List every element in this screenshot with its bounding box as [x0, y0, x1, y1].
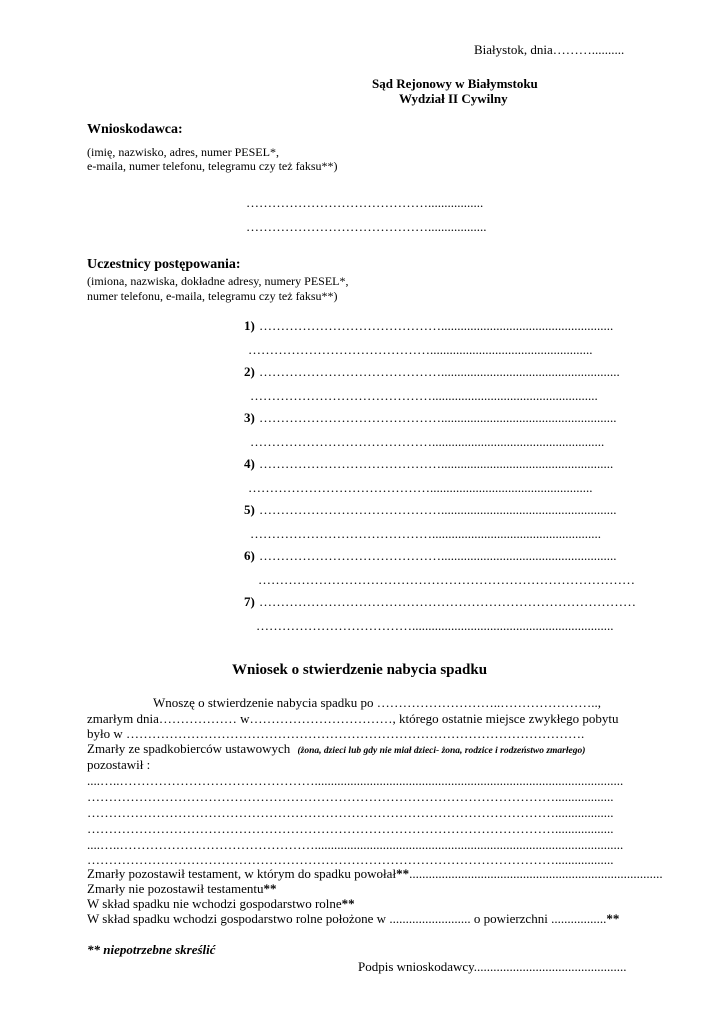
- heirs-blank-line: ………………………………………………………………………………………………..................: [87, 789, 614, 804]
- testament-no-text: Zmarły nie pozostawił testamentu: [87, 881, 264, 896]
- participant-number: 6): [244, 548, 255, 563]
- signature-line: Podpis wnioskodawcy...............................................: [358, 959, 627, 974]
- court-division: Wydział II Cywilny: [399, 91, 508, 106]
- heirs-blank-line: ....…..………………………………………...............................................................................................: [87, 837, 624, 852]
- farm-yes-text: W skład spadku wchodzi gospodarstwo rolne położone w ......................... o powierzchni .................: [87, 911, 607, 926]
- farm-no-line: [87, 896, 355, 912]
- participant-dots-line: ……………………………………......................................................: [259, 548, 617, 563]
- footnote-mark: **: [396, 866, 410, 881]
- body-line-deceased: Wnoszę o stwierdzenie nabycia spadku po ………………………..…………………..,: [153, 695, 602, 710]
- participants-hint-line2: numer telefonu, e-maila, telegramu czy też faksu**): [87, 289, 338, 303]
- participant-dots-line: ………………………………..............................................................: [256, 618, 614, 633]
- participant-number: 7): [244, 594, 255, 609]
- participant-dots-line: ……………………………………..................................................: [248, 342, 593, 357]
- participant-number: 4): [244, 456, 255, 471]
- participant-dots-line: …………………………………….....................................................: [259, 456, 614, 471]
- applicant-hint-line2: e-maila, numer telefonu, telegramu czy też faksu**): [87, 159, 338, 173]
- participant-dots-line: ……………………………………………………………………………: [258, 572, 635, 587]
- testament-yes-line: [87, 866, 663, 882]
- testament-yes-text: Zmarły pozostawił testament, w którym do spadku powołał: [87, 866, 397, 881]
- footnote-mark: **: [606, 911, 620, 926]
- body-line-death-date: zmarłym dnia……………… w……………………………, którego ostatnie miejsce zwykłego pobytu: [87, 711, 619, 726]
- heirs-blank-line: ………………………………………………………………………………………………..................: [87, 805, 614, 820]
- heirs-text: Zmarły ze spadkobierców ustawowych: [87, 741, 291, 756]
- footnote-mark: **: [263, 881, 277, 896]
- participant-number: 3): [244, 410, 255, 425]
- testament-no-line: [87, 881, 277, 897]
- farm-no-text: W skład spadku nie wchodzi gospodarstwo rolne: [87, 896, 342, 911]
- participants-hint-line1: (imiona, nazwiska, dokładne adresy, numery PESEL*,: [87, 274, 349, 288]
- testament-yes-dots: ..............................................................................: [409, 866, 663, 881]
- participant-dots-line: …………………………………….......................................................: [259, 364, 620, 379]
- applicant-dots-line: …………………………………….................: [246, 195, 484, 210]
- farm-yes-line: [87, 911, 619, 927]
- place-date: Białystok, dnia………..........: [474, 42, 625, 57]
- participant-dots-line: ……………………………………………………………………………: [259, 594, 636, 609]
- document-title: Wniosek o stwierdzenie nabycia spadku: [232, 662, 488, 678]
- heirs-blank-line: ....…..………………………………………...............................................................................................: [87, 773, 624, 788]
- applicant-hint-line1: (imię, nazwisko, adres, numer PESEL*,: [87, 145, 279, 159]
- body-line-left: pozostawił :: [87, 757, 151, 772]
- participant-dots-line: ……………………………………....................................................: [250, 526, 601, 541]
- body-line-residence: było w …………………………………………………………………………………………….: [87, 726, 585, 741]
- heirs-blank-line: ………………………………………………………………………………………………..................: [87, 821, 614, 836]
- applicant-heading: Wnioskodawca:: [87, 122, 183, 137]
- participant-number: 5): [244, 502, 255, 517]
- footnote-mark: **: [341, 896, 355, 911]
- strike-note: ** niepotrzebne skreślić: [87, 942, 216, 957]
- participant-number: 2): [244, 364, 255, 379]
- participant-dots-line: …………………………………….....................................................: [250, 434, 605, 449]
- participant-dots-line: ……………………………………......................................................: [259, 410, 617, 425]
- applicant-dots-line: ……………………………………..................: [246, 219, 487, 234]
- heirs-note: (żona, dzieci lub gdy nie miał dzieci- żona, rodzice i rodzeństwo zmarłego): [297, 746, 586, 756]
- participants-heading: Uczestnicy postępowania:: [87, 257, 241, 272]
- participant-dots-line: ……………………………………......................................................: [259, 502, 617, 517]
- participant-dots-line: ……………………………………...................................................: [250, 388, 598, 403]
- participant-dots-line: ……………………………………..................................................: [248, 480, 593, 495]
- court-name: Sąd Rejonowy w Białymstoku: [372, 76, 538, 91]
- participant-dots-line: …………………………………….....................................................: [259, 318, 614, 333]
- body-line-heirs: [87, 741, 585, 757]
- heirs-blank-line: ………………………………………………………………………………………………..................: [87, 852, 614, 867]
- participant-number: 1): [244, 318, 255, 333]
